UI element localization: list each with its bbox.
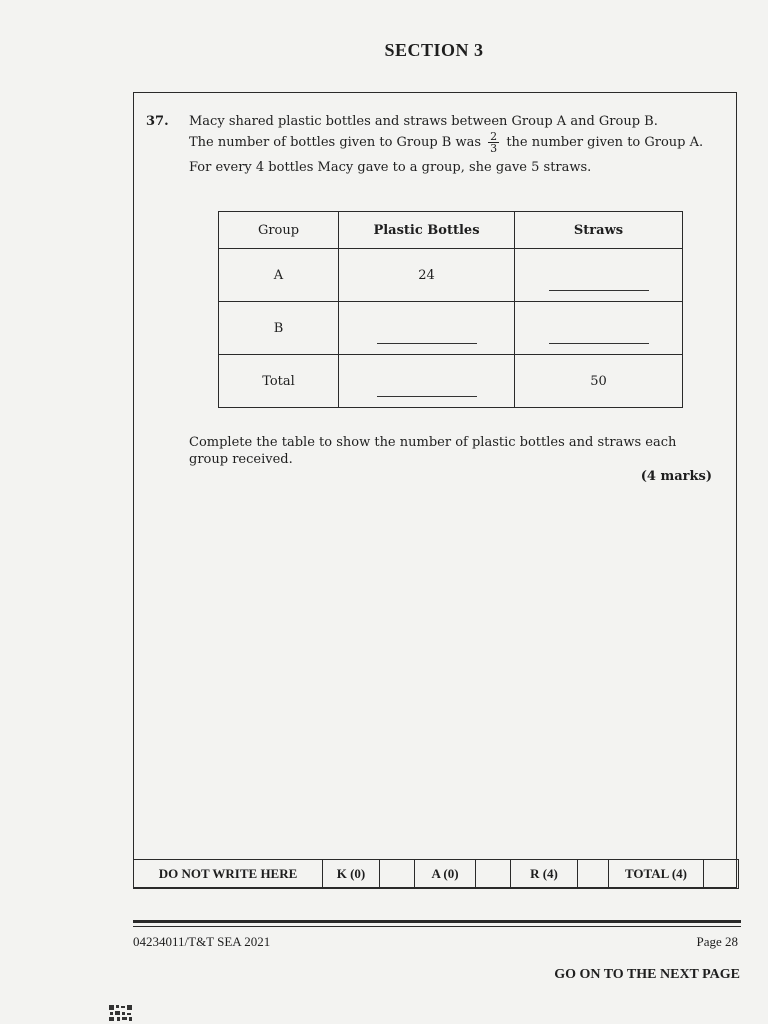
answer-blank[interactable]: [377, 396, 477, 397]
score-a-label: A (0): [415, 860, 476, 889]
exam-code: 04234011/T&T SEA 2021: [133, 934, 271, 949]
row-a-straws-cell: [515, 249, 683, 302]
table-row: [219, 302, 683, 355]
header-straws: Straws: [515, 212, 683, 249]
score-r-box: [578, 860, 609, 889]
question-line-2-start: The number of bottles given to Group B was: [189, 135, 482, 150]
bottles-straws-table: [218, 211, 683, 408]
page-number: Page 28: [696, 934, 738, 949]
score-k-label: K (0): [323, 860, 380, 889]
answer-blank[interactable]: [549, 343, 649, 344]
barcode-icon: [108, 1004, 134, 1022]
section-title: SECTION 3: [384, 40, 484, 60]
header-plastic-bottles: Plastic Bottles: [339, 212, 515, 249]
fraction-denominator: 3: [490, 142, 498, 155]
row-total-bottles-cell: [339, 355, 515, 408]
do-not-write-label: DO NOT WRITE HERE: [134, 860, 323, 889]
instruction-text: Complete the table to show the number of plastic bottles and straws each group received.: [189, 435, 677, 467]
question-line-3: For every 4 bottles Macy gave to a group, she gave 5 straws.: [189, 160, 592, 175]
answer-blank[interactable]: [377, 343, 477, 344]
row-a-group: A: [219, 249, 339, 302]
header-group: Group: [219, 212, 339, 249]
marks-label: (4 marks): [640, 469, 712, 484]
row-total-group: Total: [219, 355, 339, 408]
answer-blank[interactable]: [549, 290, 649, 291]
fraction: [488, 131, 499, 154]
footer-rule-thin: [133, 926, 741, 927]
question-number: 37.: [146, 114, 169, 129]
row-total-straws: 50: [515, 355, 683, 408]
table-row: [219, 355, 683, 408]
row-b-group: B: [219, 302, 339, 355]
score-a-box: [476, 860, 511, 889]
question-line-2-end: the number given to Group A.: [506, 135, 704, 150]
question-line-2: [189, 131, 703, 154]
scoring-table: [133, 859, 739, 889]
row-b-bottles-cell: [339, 302, 515, 355]
row-b-straws-cell: [515, 302, 683, 355]
table-row: [219, 249, 683, 302]
score-total-box: [704, 860, 739, 889]
row-a-bottles: 24: [339, 249, 515, 302]
next-page-notice: GO ON TO THE NEXT PAGE: [554, 967, 740, 982]
score-r-label: R (4): [511, 860, 578, 889]
footer-rule-thick: [133, 920, 741, 923]
score-k-box: [380, 860, 415, 889]
score-total-label: TOTAL (4): [609, 860, 704, 889]
fraction-numerator: 2: [490, 130, 498, 143]
question-line-1: Macy shared plastic bottles and straws between Group A and Group B.: [189, 114, 658, 129]
table-header-row: [219, 212, 683, 249]
